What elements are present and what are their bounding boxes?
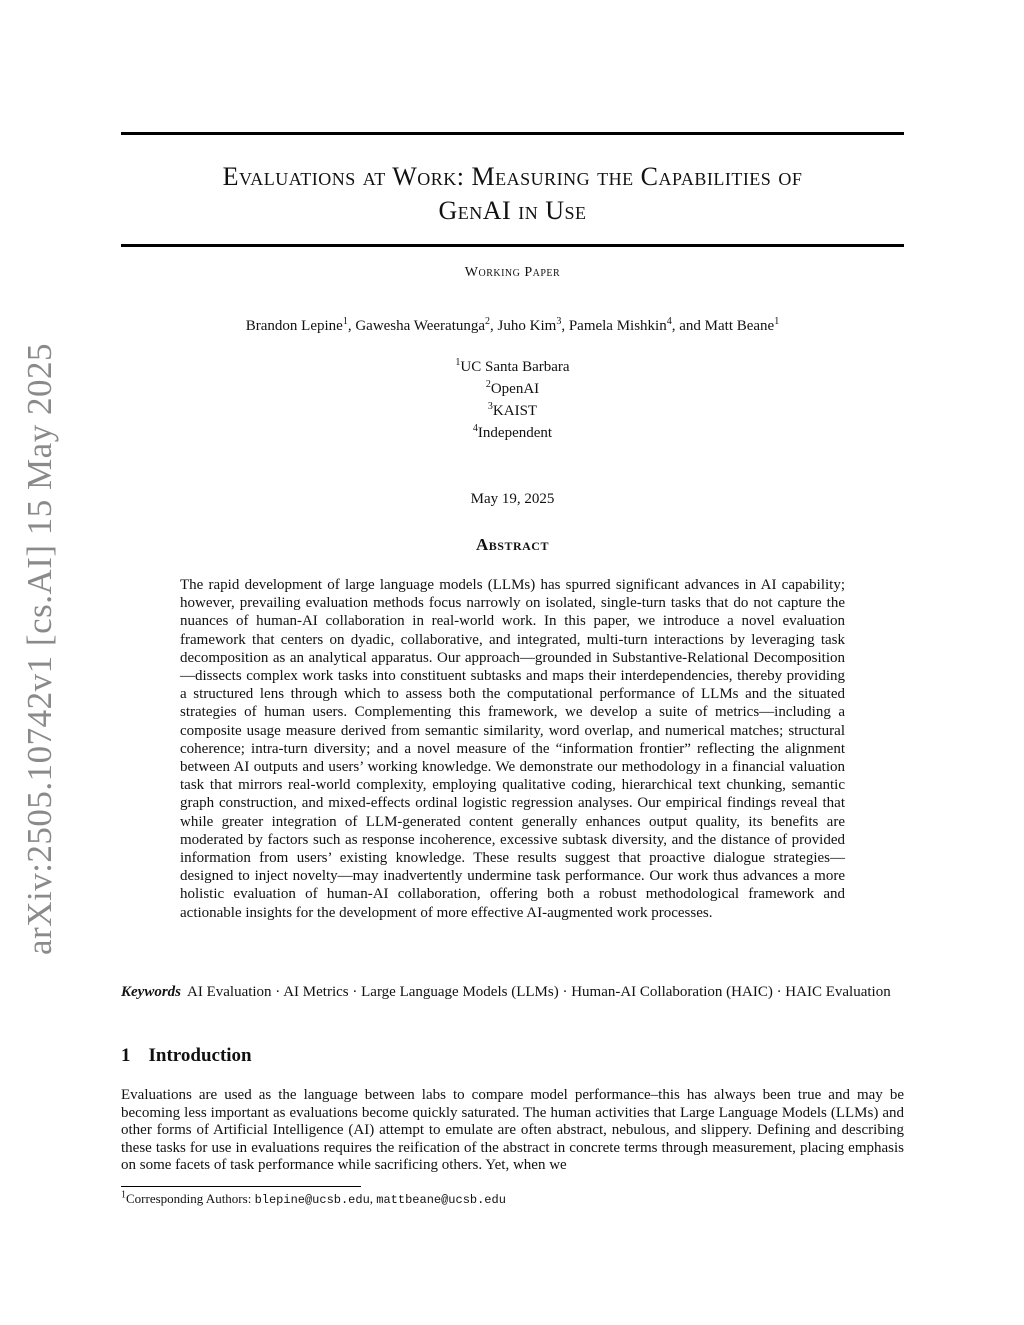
author-list — [121, 318, 904, 335]
arxiv-identifier: arXiv:2505.10742v1 [cs.AI] 15 May 2025 — [20, 343, 59, 955]
affiliation-list — [121, 356, 904, 444]
author-name: Juho Kim — [497, 318, 557, 334]
section-title: Introduction — [148, 1045, 252, 1066]
title-top-rule — [121, 132, 904, 135]
footnote — [121, 1191, 506, 1207]
email-link[interactable]: blepine@ucsb.edu — [254, 1193, 370, 1207]
paper-title-line-2: GenAI in Use — [438, 196, 587, 225]
author-affil-mark: 1 — [342, 316, 348, 327]
paper-title — [121, 160, 904, 228]
author-affil-mark: 1 — [774, 316, 780, 327]
footnote-separator: , — [369, 1191, 377, 1206]
abstract-heading: Abstract — [476, 535, 549, 554]
paper-type: Working Paper — [464, 265, 561, 280]
affiliation-mark: 3 — [487, 401, 493, 412]
author-separator: , — [347, 318, 356, 334]
title-bottom-rule — [121, 244, 904, 247]
footnote-rule — [121, 1186, 361, 1187]
author-affil-mark: 3 — [556, 316, 562, 327]
paper-title-line-1: Evaluations at Work: Measuring the Capabilities of — [222, 162, 803, 191]
affiliation — [121, 378, 904, 400]
affiliation-mark: 2 — [485, 379, 491, 390]
keywords — [121, 983, 904, 1001]
section-text: Evaluations are used as the language between labs to compare model performance–this has always been true and may be becoming less important as evaluations become quickly saturated. The human activities that Large Language Models (LLMs) and other forms of Artificial Intelligence (AI) attempt to emulate are often abstract, nebulous, and slippery. Defining and describing these tasks for use in evaluations requires the reification of the abstract in concrete terms through measurement, placing emphasis on some facets of task performance while sacrificing others. Yet, when we — [121, 1087, 904, 1174]
keywords-label: Keywords — [121, 984, 181, 1000]
author-name: Gawesha Weeratunga — [355, 318, 486, 334]
affiliation-name: KAIST — [492, 403, 538, 419]
footnote-label: Corresponding Authors: — [126, 1191, 255, 1206]
affiliation-name: UC Santa Barbara — [460, 359, 570, 375]
abstract-text: The rapid development of large language models (LLMs) has spurred significant advances in AI capability; however, prevailing evaluation methods focus narrowly on isolated, single-turn tasks that do not capture the nuances of human-AI collaboration in real-world work. In this paper, we introduce a novel evaluation framework that centers on dyadic, collaborative, and integrated, multi-turn interactions by leveraging task decomposition as an analytical apparatus. Our approach—grounded in Substantive-Relational Decomposition—dissects complex work tasks into constituent subtasks and maps their interdependencies, thereby providing a structured lens through which to assess both the computational performance of LLMs and the situated strategies of human users. Complementing this framework, we develop a suite of metrics—including a composite usage measure derived from semantic similarity, word overlap, and numerical matches; structural coherence; intra-turn diversity; and a novel measure of the “information frontier” reflecting the alignment between AI outputs and users’ working knowledge. We demonstrate our methodology in a financial valuation task that mirrors real-world complexity, employing qualitative coding, hierarchical text chunking, semantic graph construction, and mixed-effects ordinal logistic regression analyses. Our empirical findings reveal that while greater integration of LLM-generated content generally enhances output quality, its benefits are moderated by factors such as response incoherence, excessive subtask diversity, and the distance of provided information from users’ existing knowledge. These results suggest that proactive dialogue strategies—designed to inject novelty—may inadvertently undermine task performance. Our work thus advances a more holistic evaluation of human-AI collaboration, offering both a robust methodological framework and actionable insights for the development of more effective AI-augmented work processes. — [180, 577, 845, 921]
affiliation — [121, 356, 904, 378]
affiliation-name: OpenAI — [490, 381, 540, 397]
keywords-text: AI Evaluation · AI Metrics · Large Language Models (LLMs) · Human-AI Collaboration (HAIC) · HAIC Evaluation — [187, 984, 891, 1000]
author-name: Brandon Lepine — [245, 318, 343, 334]
section-heading — [121, 1045, 252, 1067]
footnote-mark: 1 — [121, 1189, 126, 1201]
author-separator: , — [561, 318, 569, 334]
author-separator: , — [490, 318, 498, 334]
affiliation-name: Independent — [477, 425, 553, 441]
affiliation-mark: 4 — [472, 423, 478, 434]
affiliation — [121, 422, 904, 444]
author-name: Matt Beane — [704, 318, 775, 334]
affiliation — [121, 400, 904, 422]
author-affil-mark: 2 — [485, 316, 491, 327]
author-separator: , and — [671, 318, 705, 334]
author-name: Pamela Mishkin — [568, 318, 667, 334]
paper-date: May 19, 2025 — [470, 491, 555, 507]
section-number: 1 — [121, 1045, 131, 1066]
author-affil-mark: 4 — [666, 316, 672, 327]
affiliation-mark: 1 — [455, 357, 461, 368]
email-link[interactable]: mattbeane@ucsb.edu — [376, 1193, 506, 1207]
